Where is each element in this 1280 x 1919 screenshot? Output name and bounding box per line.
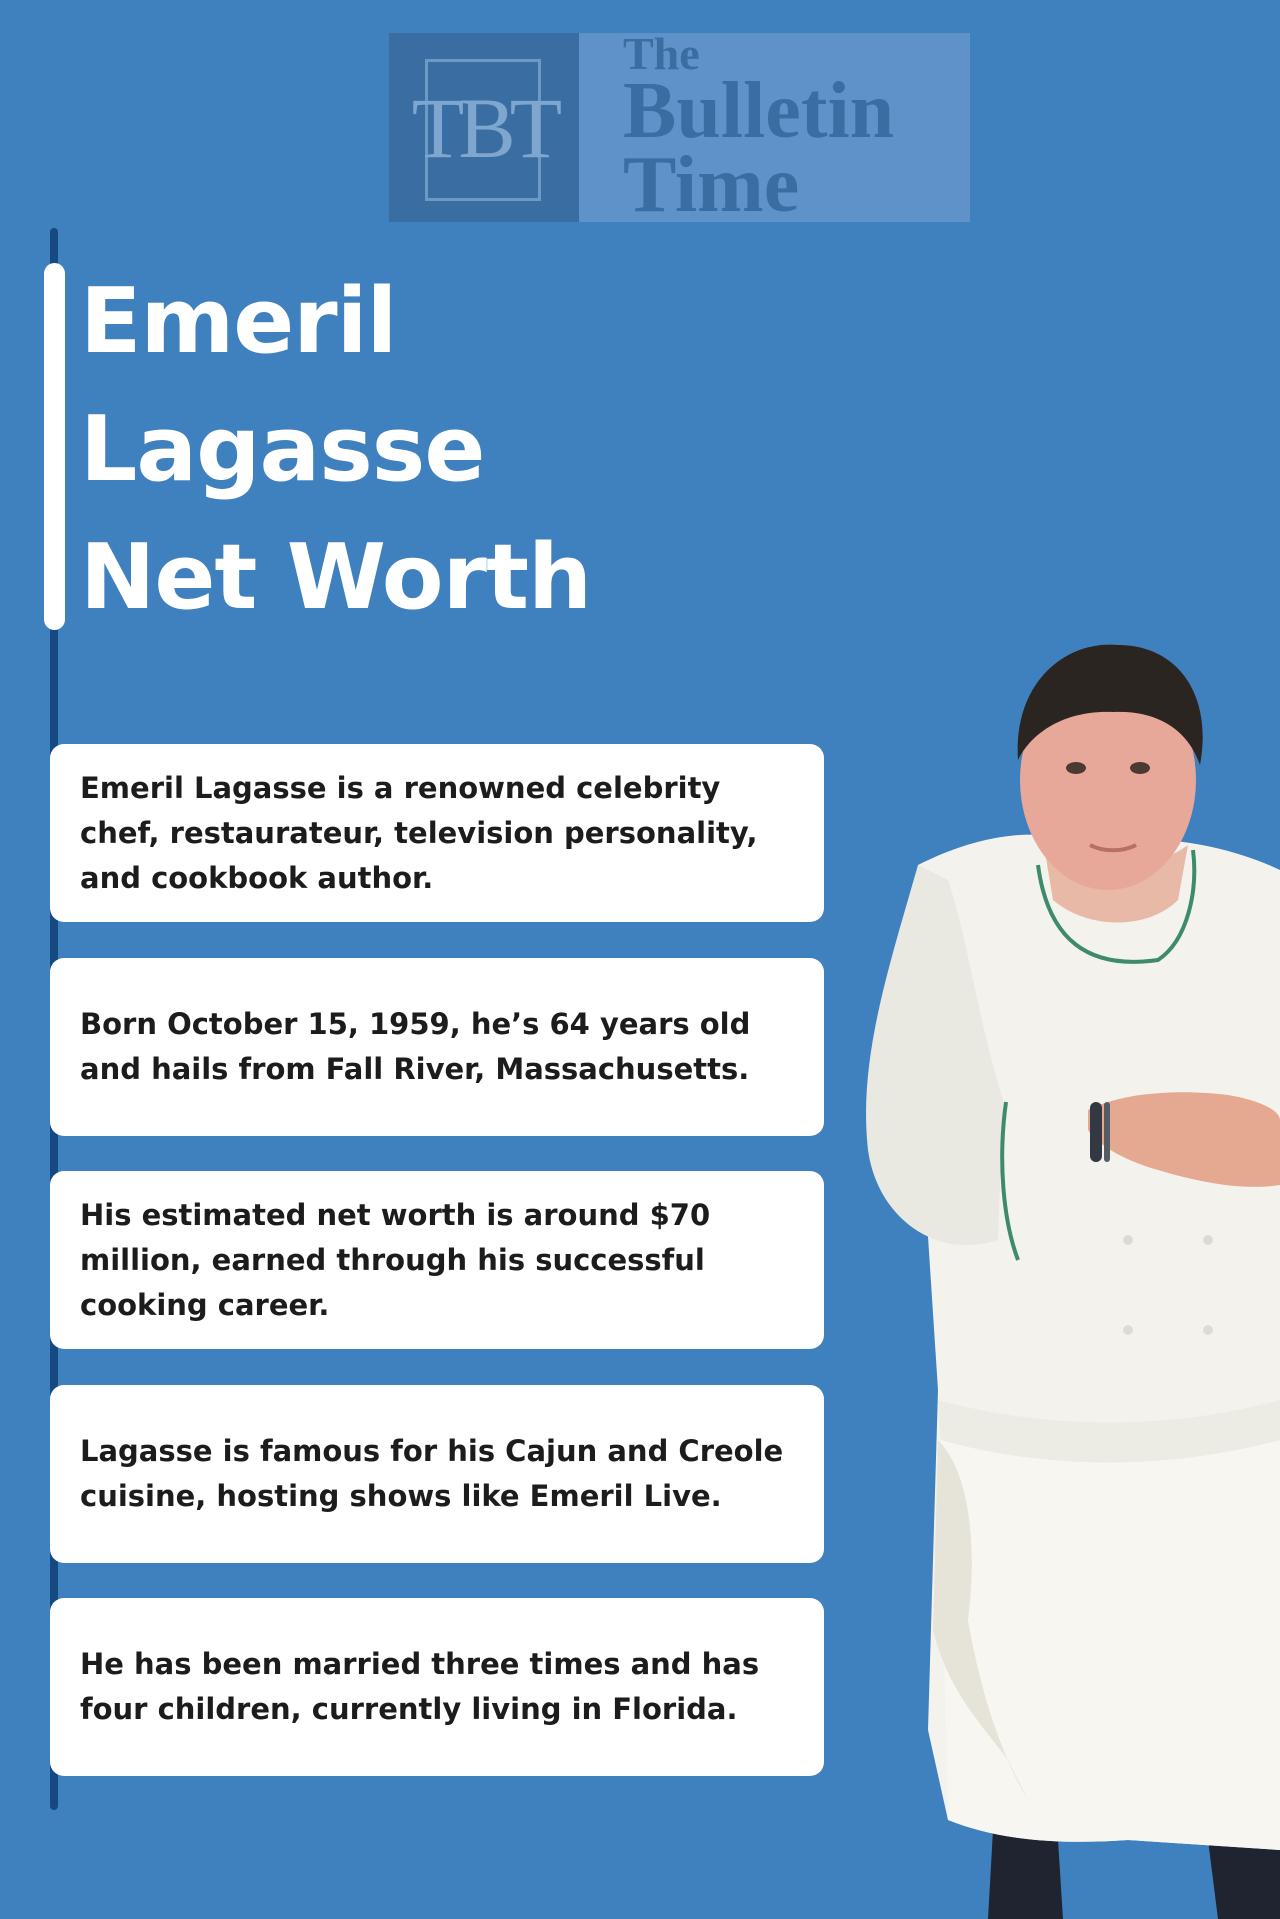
brand-logo — [389, 27, 970, 229]
fact-card-4 — [50, 1385, 824, 1563]
title-line-3: Net Worth — [80, 525, 592, 630]
fact-card-2 — [50, 958, 824, 1136]
logo-word-time: Time — [623, 140, 800, 229]
logo-monogram: TBT — [411, 79, 557, 176]
logo-wordmark — [579, 27, 970, 229]
chef-photo — [828, 640, 1280, 1919]
logo-monogram-block — [389, 33, 579, 222]
fact-text-4: Lagasse is famous for his Cajun and Creole cuisine, hosting shows like Emeril Live. — [80, 1434, 784, 1513]
fact-text-5: He has been married three times and has four children, currently living in Florida. — [80, 1647, 760, 1726]
page-title — [80, 258, 591, 642]
logo-word-bulletin: Bulletin — [623, 67, 895, 156]
fact-card-3 — [50, 1171, 824, 1349]
title-accent-bar — [44, 263, 65, 630]
fact-card-1 — [50, 744, 824, 922]
logo-word-the: The — [623, 27, 700, 79]
fact-text-1: Emeril Lagasse is a renowned celebrity chef, restaurateur, television personality, and cookbook author. — [80, 770, 758, 895]
fact-card-5 — [50, 1598, 824, 1776]
title-line-2: Lagasse — [80, 397, 485, 502]
fact-text-3: His estimated net worth is around $70 million, earned through his successful cooking career. — [80, 1197, 711, 1322]
title-line-1: Emeril — [80, 269, 397, 374]
fact-text-2: Born October 15, 1959, he’s 64 years old and hails from Fall River, Massachusetts. — [80, 1007, 751, 1086]
